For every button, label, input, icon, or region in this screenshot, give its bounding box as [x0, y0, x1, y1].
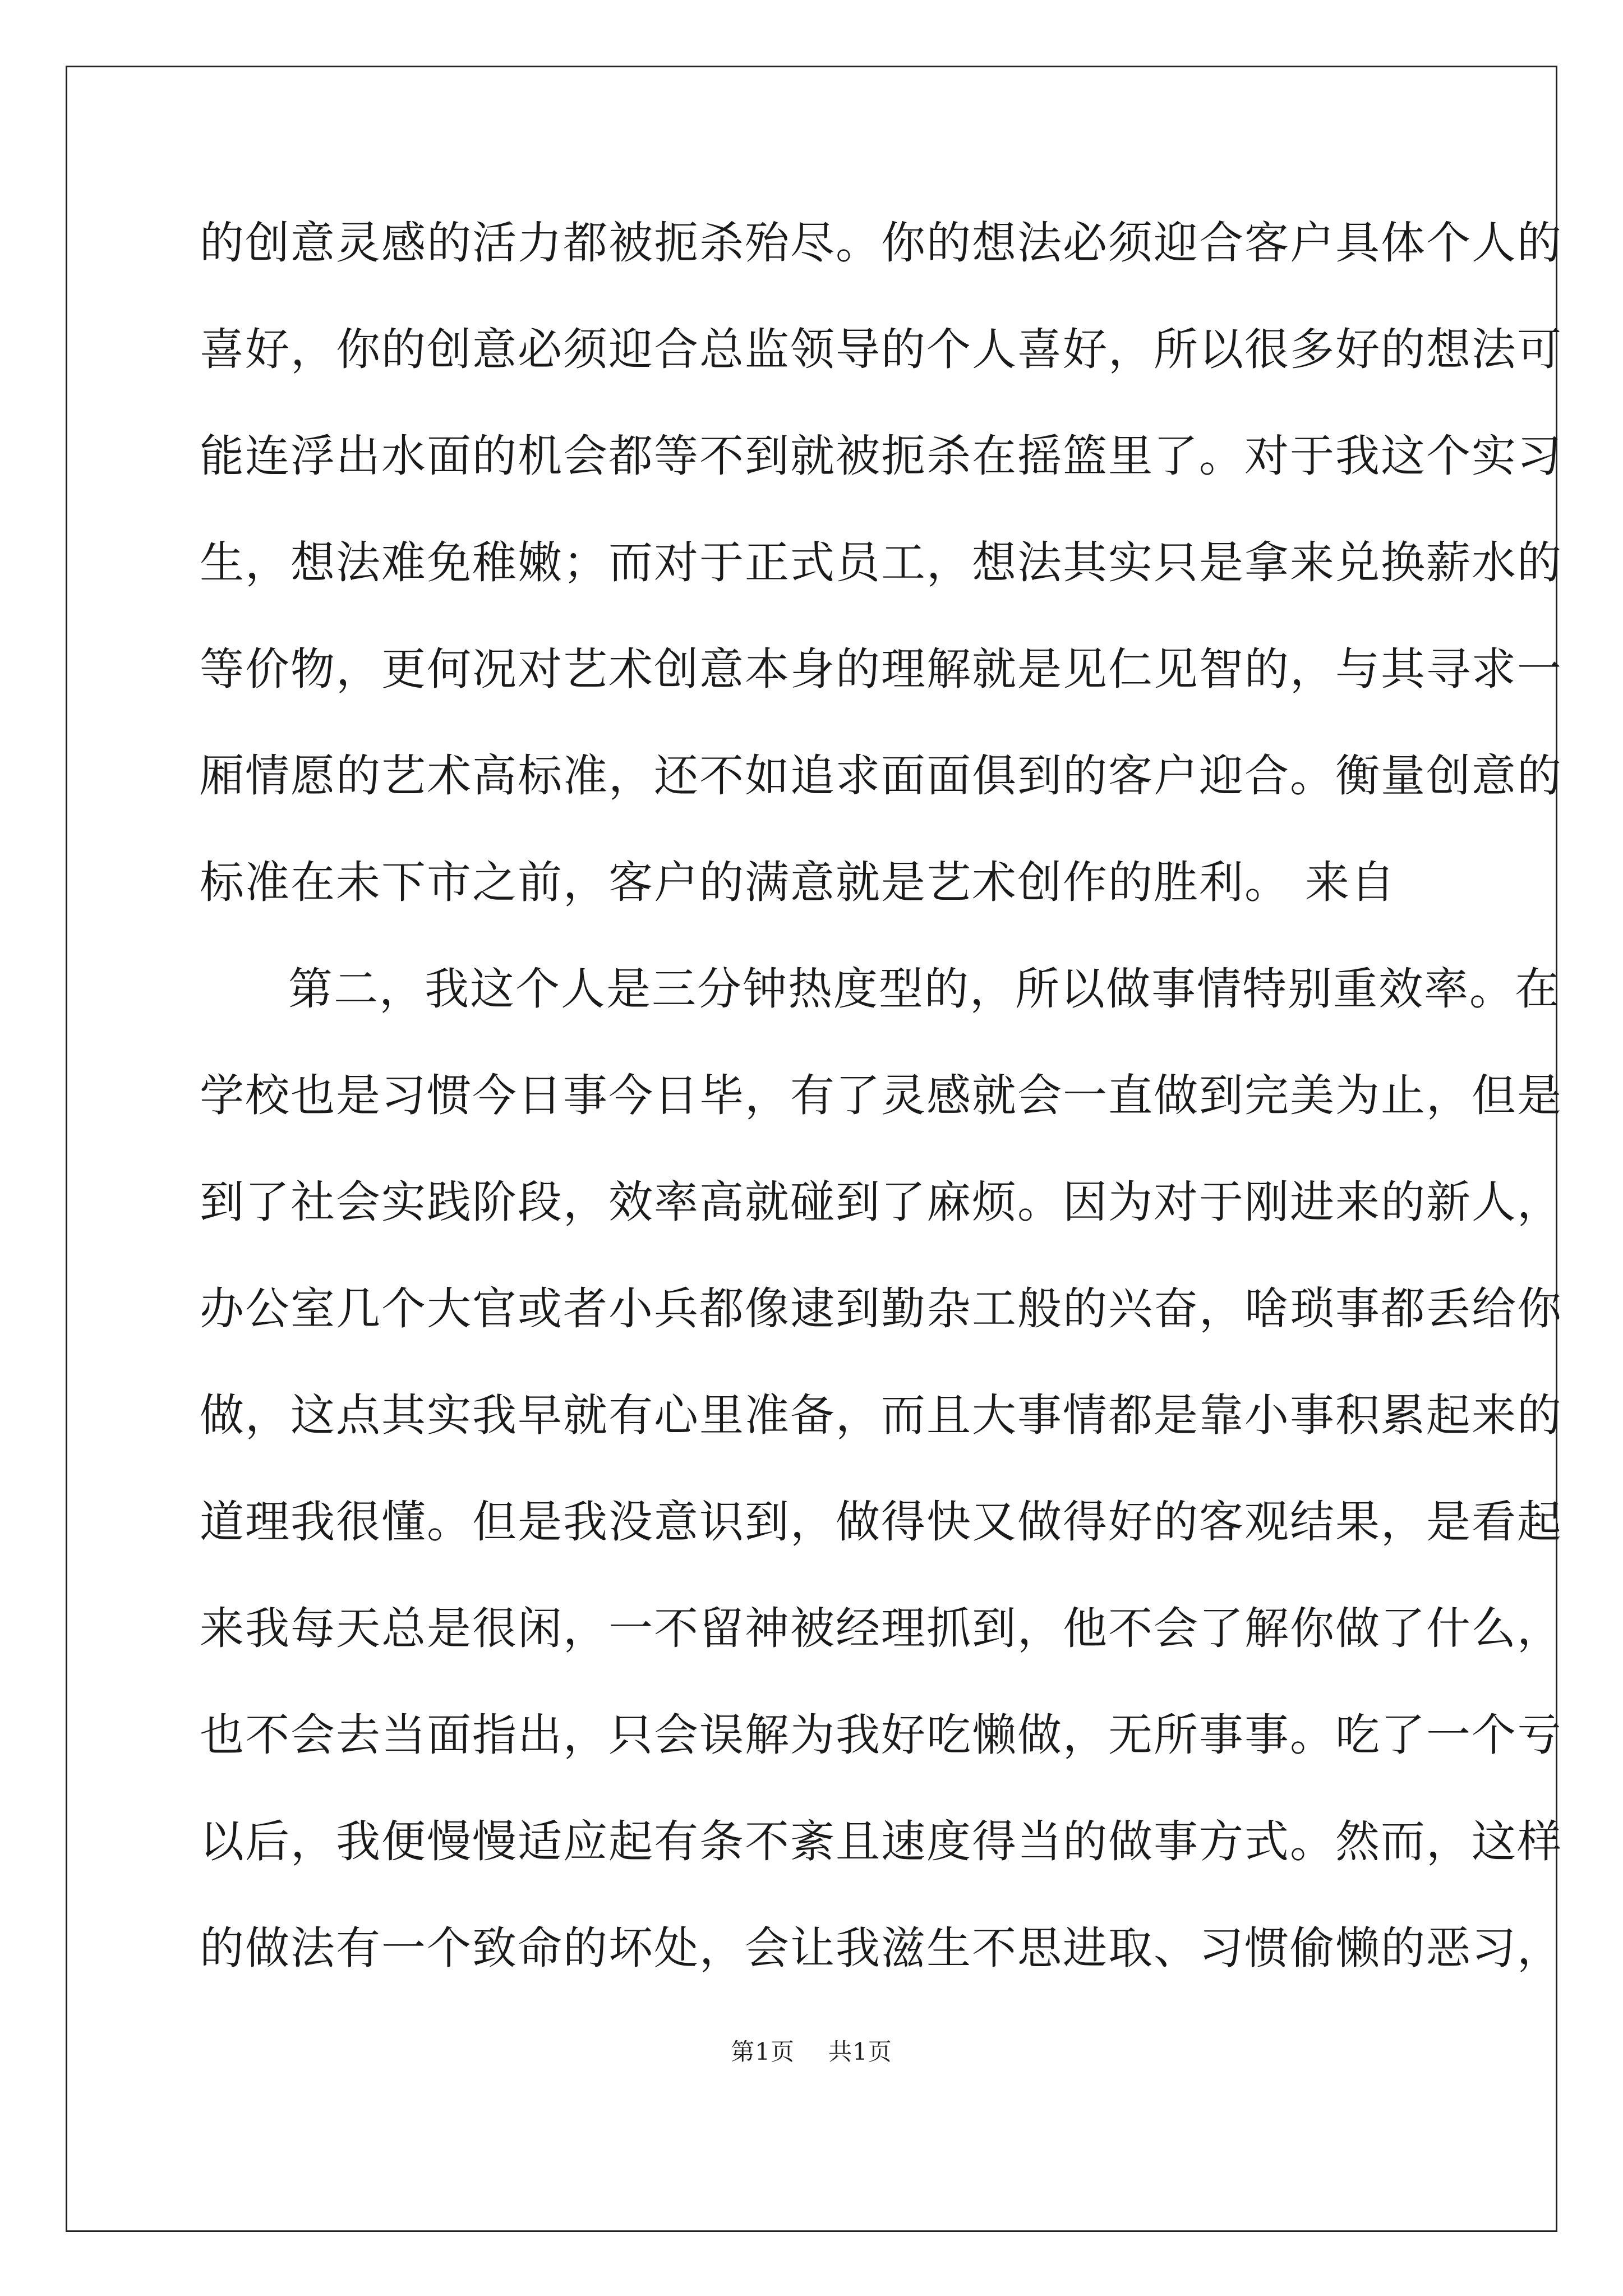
- document-body: [200, 190, 1562, 2001]
- paragraph-start-line: 第二，我这个人是三分钟热度型的，所以做事情特别重效率。在: [288, 963, 1560, 1015]
- text-line: 的创意灵感的活力都被扼杀殆尽。你的想法必须迎合客户具体个人的: [200, 217, 1562, 269]
- page-number-total: 共1页: [828, 2038, 892, 2065]
- text-line: 生，想法难免稚嫩；而对于正式员工，想法其实只是拿来兑换薪水的: [200, 537, 1562, 588]
- text-line: 来我每天总是很闲，一不留神被经理抓到，他不会了解你做了什么，: [200, 1603, 1562, 1654]
- text-line: 等价物，更何况对艺术创意本身的理解就是见仁见智的，与其寻求一: [200, 643, 1562, 695]
- text-line: 能连浮出水面的机会都等不到就被扼杀在摇篮里了。对于我这个实习: [200, 430, 1562, 482]
- text-line: 以后，我便慢慢适应起有条不紊且速度得当的做事方式。然而，这样: [200, 1816, 1562, 1867]
- text-line: 的做法有一个致命的坏处，会让我滋生不思进取、习惯偷懒的恶习，: [200, 1922, 1562, 1974]
- text-line: 也不会去当面指出，只会误解为我好吃懒做，无所事事。吃了一个亏: [200, 1709, 1562, 1761]
- text-line: 道理我很懂。但是我没意识到，做得快又做得好的客观结果，是看起: [200, 1496, 1562, 1548]
- text-line: 学校也是习惯今日事今日毕，有了灵感就会一直做到完美为止，但是: [200, 1070, 1562, 1121]
- page-number-current: 第1页: [731, 2038, 795, 2065]
- text-line: 做，这点其实我早就有心里准备，而且大事情都是靠小事积累起来的: [200, 1389, 1562, 1441]
- text-line: 标准在未下市之前，客户的满意就是艺术创作的胜利。 来自: [200, 857, 1396, 908]
- text-line: 厢情愿的艺术高标准，还不如追求面面俱到的客户迎合。衡量创意的: [200, 750, 1562, 802]
- text-line: 到了社会实践阶段，效率高就碰到了麻烦。因为对于刚进来的新人，: [200, 1176, 1562, 1228]
- page-footer: [0, 2033, 1623, 2067]
- text-line: 办公室几个大官或者小兵都像逮到勤杂工般的兴奋，啥琐事都丢给你: [200, 1283, 1562, 1335]
- text-line: 喜好，你的创意必须迎合总监领导的个人喜好，所以很多好的想法可: [200, 324, 1562, 375]
